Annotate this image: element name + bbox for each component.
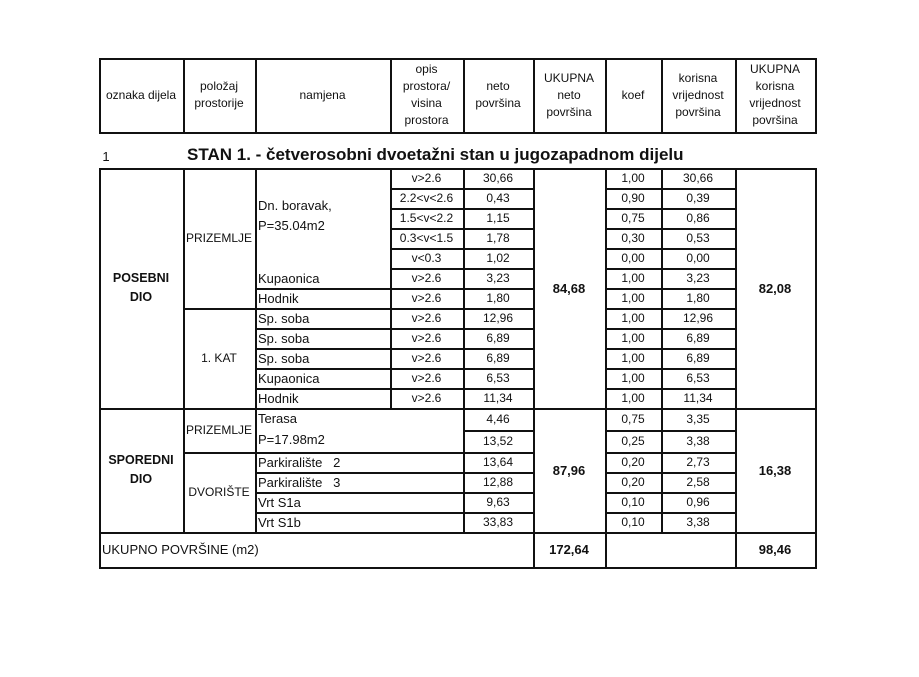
neto-value: 6,89 xyxy=(486,350,510,365)
posebni-ukupna-korisna: 82,08 xyxy=(758,280,792,296)
grid-line xyxy=(605,368,737,370)
koef-value: 0,20 xyxy=(621,474,645,489)
neto-value: 1,78 xyxy=(486,230,510,245)
room-name: Vrt S1b xyxy=(258,514,301,530)
grid-line xyxy=(605,388,737,390)
grid-line xyxy=(463,58,465,133)
grid-line xyxy=(390,328,535,330)
grid-line xyxy=(183,452,257,454)
grid-line xyxy=(390,288,535,290)
korisna-value: 2,58 xyxy=(686,474,710,489)
grid-line xyxy=(390,348,535,350)
room-name: Sp. soba xyxy=(258,330,310,346)
neto-value: 12,96 xyxy=(482,310,514,325)
koef-value: 1,00 xyxy=(621,170,645,185)
neto-value: 12,88 xyxy=(482,474,514,489)
grid-line xyxy=(605,472,737,474)
korisna-value: 0,00 xyxy=(686,250,710,265)
grid-line xyxy=(99,58,817,60)
grid-line xyxy=(605,308,737,310)
height-range: 0.3<v<1.5 xyxy=(399,230,454,245)
sporedni-ukupna-neto: 87,96 xyxy=(552,462,586,478)
korisna-value: 3,35 xyxy=(686,411,710,426)
grid-line xyxy=(390,188,535,190)
grid-line xyxy=(390,208,535,210)
grid-line xyxy=(463,472,535,474)
korisna-value: 6,89 xyxy=(686,350,710,365)
room-name-line1: Terasa xyxy=(258,411,298,426)
header-korisna-vrijednost: korisna vrijednost površina xyxy=(672,70,724,119)
room-name: Kupaonica xyxy=(258,370,320,386)
korisna-value: 0,86 xyxy=(686,210,710,225)
grid-line xyxy=(735,58,737,133)
koef-value: 0,20 xyxy=(621,454,645,469)
grid-line xyxy=(605,288,737,290)
grid-line xyxy=(255,168,257,532)
neto-value: 9,63 xyxy=(486,494,510,509)
room-name: Hodnik xyxy=(258,390,299,406)
grid-line xyxy=(605,188,737,190)
floor-prizemlje: PRIZEMLJE xyxy=(185,230,252,245)
height-range: v<0.3 xyxy=(411,250,442,265)
grid-line xyxy=(815,58,817,133)
grid-line xyxy=(99,532,817,534)
grid-line xyxy=(390,268,535,270)
koef-value: 0,10 xyxy=(621,514,645,529)
neto-value: 11,34 xyxy=(483,390,513,405)
grid-line xyxy=(255,348,392,350)
koef-value: 0,25 xyxy=(621,433,645,448)
grid-line xyxy=(255,512,465,514)
grid-line xyxy=(463,492,535,494)
neto-value: 4,46 xyxy=(486,411,510,426)
height-range: v>2.6 xyxy=(411,270,442,285)
room-name: Parkiralište 2 xyxy=(258,454,341,470)
grid-line xyxy=(661,58,663,133)
koef-value: 0,90 xyxy=(621,190,645,205)
grid-line xyxy=(183,168,185,532)
neto-value: 6,89 xyxy=(486,330,510,345)
neto-value: 13,52 xyxy=(482,433,514,448)
grid-line xyxy=(390,228,535,230)
room-name-line1: Dn. boravak, xyxy=(258,198,332,213)
total-korisna: 98,46 xyxy=(758,542,792,557)
room-terasa xyxy=(255,408,463,452)
section-number: 1 xyxy=(102,148,110,164)
grid-line xyxy=(255,58,257,133)
neto-value: 0,43 xyxy=(486,190,510,205)
neto-value: 30,66 xyxy=(482,170,514,185)
koef-value: 1,00 xyxy=(621,290,645,305)
neto-value: 1,80 xyxy=(486,290,510,305)
grid-line xyxy=(390,388,535,390)
grid-line xyxy=(255,368,392,370)
height-range: v>2.6 xyxy=(411,350,442,365)
korisna-value: 2,73 xyxy=(686,454,710,469)
grid-line xyxy=(605,328,737,330)
neto-value: 33,83 xyxy=(482,514,514,529)
grid-line xyxy=(533,58,535,133)
grid-line xyxy=(255,492,465,494)
neto-value: 1,02 xyxy=(486,250,510,265)
header-ukupna-korisna: UKUPNA korisna vrijednost površina xyxy=(749,62,801,127)
grid-line xyxy=(463,512,535,514)
grid-line xyxy=(255,328,392,330)
room-name: Hodnik xyxy=(258,290,299,306)
header-oznaka-dijela: oznaka dijela xyxy=(105,87,177,102)
grid-line xyxy=(255,472,465,474)
group-label-line1: SPOREDNI xyxy=(108,453,174,467)
section-title: STAN 1. - četverosobni dvoetažni stan u jugozapadnom dijelu xyxy=(187,145,684,164)
grid-line xyxy=(605,430,737,432)
koef-value: 1,00 xyxy=(621,350,645,365)
group-label-line2: DIO xyxy=(129,290,153,304)
grid-line xyxy=(99,408,817,410)
group-label-line2: DIO xyxy=(129,472,153,486)
korisna-value: 3,38 xyxy=(686,433,710,448)
koef-value: 1,00 xyxy=(621,330,645,345)
grid-line xyxy=(605,268,737,270)
koef-value: 0,30 xyxy=(621,230,645,245)
room-name: Parkiralište 3 xyxy=(258,474,341,490)
korisna-value: 6,89 xyxy=(686,330,710,345)
korisna-value: 12,96 xyxy=(682,310,714,325)
room-name: Sp. soba xyxy=(258,350,310,366)
room-name: Kupaonica xyxy=(258,270,320,286)
koef-value: 1,00 xyxy=(621,310,645,325)
grid-line xyxy=(605,208,737,210)
height-range: v>2.6 xyxy=(411,330,442,345)
grid-line xyxy=(605,228,737,230)
grid-line xyxy=(661,168,663,532)
room-name-line2: P=35.04m2 xyxy=(258,218,325,233)
grid-line xyxy=(390,308,535,310)
grid-line xyxy=(605,348,737,350)
korisna-value: 3,38 xyxy=(686,514,710,529)
neto-value: 1,15 xyxy=(486,210,510,225)
grid-line xyxy=(183,58,185,133)
grid-line xyxy=(463,430,535,432)
korisna-value: 11,34 xyxy=(683,390,713,405)
height-range: v>2.6 xyxy=(411,370,442,385)
room-name: Vrt S1a xyxy=(258,494,301,510)
grid-line xyxy=(390,58,392,133)
floor-prizemlje: PRIZEMLJE xyxy=(185,422,252,437)
header-koef: koef xyxy=(621,87,645,102)
neto-value: 3,23 xyxy=(486,270,510,285)
grid-line xyxy=(605,492,737,494)
floor-1-kat: 1. KAT xyxy=(201,350,237,365)
koef-value: 0,00 xyxy=(621,250,645,265)
height-range: 2.2<v<2.6 xyxy=(399,190,454,205)
room-dnevni-boravak xyxy=(255,188,390,248)
grid-line xyxy=(605,512,737,514)
room-name-line2: P=17.98m2 xyxy=(258,432,325,447)
grid-line xyxy=(815,168,817,568)
total-label: UKUPNO POVRŠINE (m2) xyxy=(102,542,259,557)
grid-line xyxy=(605,58,607,133)
grid-line xyxy=(255,308,392,310)
grid-line xyxy=(99,58,101,133)
header-neto-povrsina: neto površina xyxy=(475,79,521,110)
grid-line xyxy=(255,288,392,290)
grid-line xyxy=(99,132,817,134)
header-polozaj-prostorije: položaj prostorije xyxy=(194,79,244,110)
grid-line xyxy=(99,168,101,568)
grid-line xyxy=(183,308,257,310)
korisna-value: 6,53 xyxy=(686,370,710,385)
koef-value: 1,00 xyxy=(621,390,645,405)
grid-line xyxy=(255,452,465,454)
korisna-value: 0,96 xyxy=(686,494,710,509)
korisna-value: 1,80 xyxy=(686,290,710,305)
height-range: v>2.6 xyxy=(411,290,442,305)
grid-line xyxy=(605,248,737,250)
koef-value: 0,10 xyxy=(621,494,645,509)
posebni-ukupna-neto: 84,68 xyxy=(552,280,586,296)
header-opis-prostora: opis prostora/ visina prostora xyxy=(402,62,451,127)
neto-value: 13,64 xyxy=(482,454,514,469)
koef-value: 1,00 xyxy=(621,270,645,285)
height-range: v>2.6 xyxy=(411,170,442,185)
grid-line xyxy=(99,567,817,569)
grid-line xyxy=(255,388,392,390)
grid-line xyxy=(463,168,465,532)
total-neto: 172,64 xyxy=(549,542,589,557)
koef-value: 1,00 xyxy=(621,370,645,385)
height-range: 1.5<v<2.2 xyxy=(399,210,454,225)
header-namjena: namjena xyxy=(299,87,346,102)
grid-line xyxy=(99,168,817,170)
koef-value: 0,75 xyxy=(621,411,645,426)
korisna-value: 0,53 xyxy=(686,230,710,245)
korisna-value: 30,66 xyxy=(682,170,714,185)
sporedni-ukupna-korisna: 16,38 xyxy=(758,462,792,478)
korisna-value: 3,23 xyxy=(686,270,710,285)
koef-value: 0,75 xyxy=(621,210,645,225)
grid-line xyxy=(390,368,535,370)
grid-line xyxy=(605,452,737,454)
grid-line xyxy=(463,452,535,454)
group-posebni-dio xyxy=(99,168,183,408)
group-label-line1: POSEBNI xyxy=(112,271,170,285)
group-sporedni-dio xyxy=(99,408,183,532)
header-ukupna-neto-povrsina: UKUPNA neto površina xyxy=(543,70,594,119)
height-range: v>2.6 xyxy=(411,310,442,325)
korisna-value: 0,39 xyxy=(686,190,710,205)
floor-dvoriste: DVORIŠTE xyxy=(188,484,250,499)
neto-value: 6,53 xyxy=(486,370,510,385)
room-name: Sp. soba xyxy=(258,310,310,326)
height-range: v>2.6 xyxy=(411,390,442,405)
grid-line xyxy=(390,248,535,250)
